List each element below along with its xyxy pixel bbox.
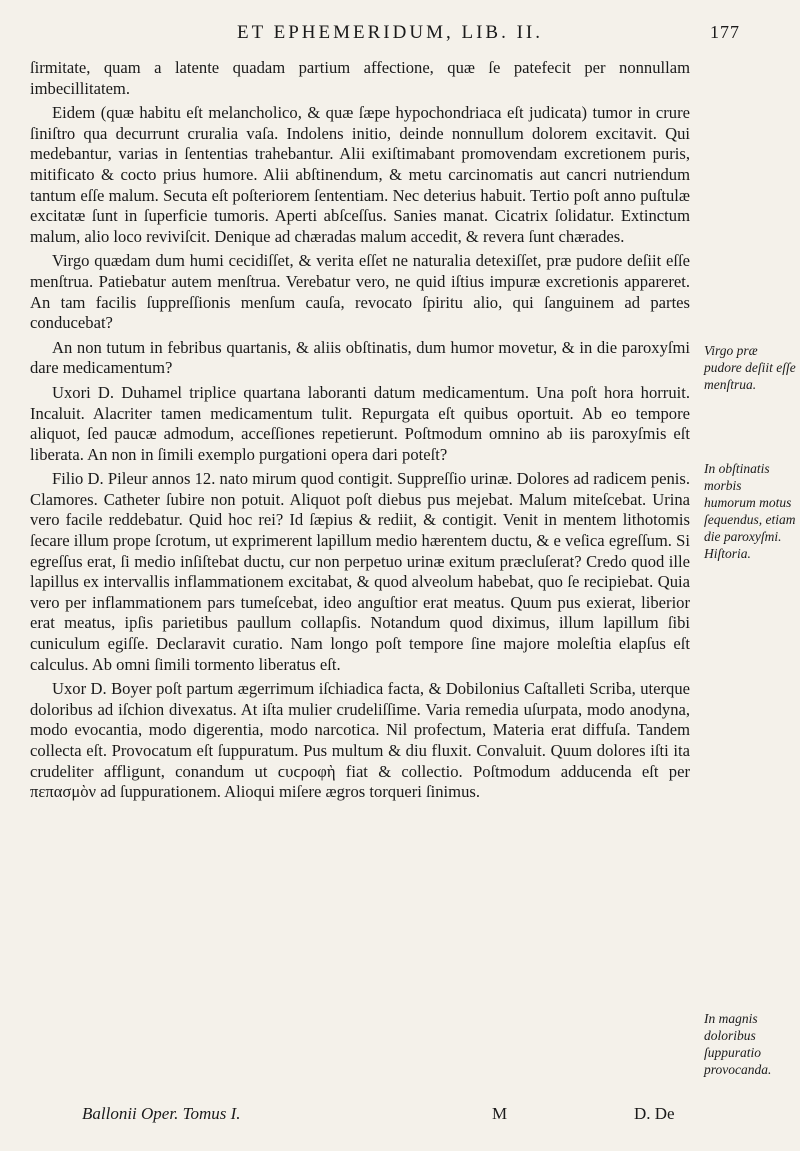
- catchword: D. De: [634, 1104, 675, 1123]
- paragraph: Uxori D. Duhamel triplice quartana laboranti datum medicamentum. Una poſt hora horruit. Incaluit. Alacriter tamen medicamentum tulit. Repurgata eſt quibus oportuit. Ab eo tempore aliquot, ſed paucæ admodum, acceſſiones repetierunt. Poſtmodum omnino ab iis paroxyſmis eſt liberata. An non in ſimili exemplo purgationi opera dari poteſt?: [30, 382, 690, 464]
- marginal-note: In magnis doloribus ſuppuratio provocanda.: [704, 1011, 772, 1077]
- paragraph: Filio D. Pileur annos 12. nato mirum quod contigit. Suppreſſio urinæ. Dolores ad radicem penis. Clamores. Catheter ſubire non potuit. Aliquot poſt diebus pus mejebat. Malum miteſcebat. Urina vero facile reddebatur. Quid hoc rei? Id ſæpius & rediit, & contigit. Venit in mentem lithotomis ſecare illum prope ſcrotum, ut exprimerent lapillum medio hærentem ductu, & e veſica egreſſum. Si egreſſus erat, ſi medio inſiſtebat ductu, cur non perpetuo urinæ exitum præcluſerat? Credo quod ille lapillus ex intervallis inflammationem excitabat, & quod alveolum habebat, quo ſe recipiebat. Quia vero per inflammationem pars tumeſcebat, ideo anguſtior erat meatus. Quum pus exierat, liberior erat meatus, ipſis parietibus paullum collapſis. Notandum quod diximus, illum lapillum ſibi cuniculum egiſſe. Declaravit curatio. Nam longo poſt tempore ſine majore moleſtia elapſus eſt calculus. Ab omni ſimili tormento liberatus eſt.: [30, 469, 690, 674]
- marginal-note: In obſtinatis morbis humorum motus ſequendus, etiam die paroxyſmi. Hiſtoria.: [704, 461, 796, 561]
- footer-title: Ballonii Oper. Tomus I.: [82, 1104, 241, 1123]
- signature-mark: M: [492, 1104, 508, 1123]
- header-title: ET EPHEMERIDUM, LIB. II.: [237, 22, 543, 43]
- paragraph: An non tutum in febribus quartanis, & aliis obſtinatis, dum humor movetur, & in die paroxyſmi dare medicamentum?: [30, 337, 690, 378]
- main-text: [30, 58, 690, 807]
- page-number: 177: [710, 22, 740, 42]
- paragraph: Virgo quædam dum humi cecidiſſet, & verita eſſet ne naturalia detexiſſet, præ pudore deſiit eſſe menſtrua. Patiebatur autem menſtrua. Verebatur vero, ne quid iſtius impuræ excretionis appareret. An tam facilis ſuppreſſionis menſum cauſa, revocato ſpiritu alio, qui ſanguinem ad partes conducebat?: [30, 251, 690, 333]
- running-header: [40, 22, 740, 44]
- paragraph: Uxor D. Boyer poſt partum ægerrimum iſchiadica facta, & Dobilonius Caſtalleti Scriba, uterque doloribus ad iſchion divexatus. At iſta mulier crudeliſſime. Varia remedia uſurpata, modo anodyna, modo evocantia, modo digerentia, modo narcotica. Nil profectum, Materia erat diffuſa. Tandem collecta eſt. Provocatum eſt ſuppuratum. Pus multum & diu fluxit. Convaluit. Quum dolores iſti ita crudeliter affligunt, conandum ut ϲυϲροφὴ fiat & collectio. Poſtmodum adducenda eſt per πεπασμὸν ad ſuppurationem. Alioqui miſere ægros torqueri ſinimus.: [30, 679, 690, 802]
- marginal-note: Virgo præ pudore deſiit eſſe menſtrua.: [704, 343, 796, 392]
- paragraph: Eidem (quæ habitu eſt melancholico, & quæ ſæpe hypochondriaca eſt judicata) tumor in crure ſiniſtro qua decurrunt cruralia vaſa. Indolens initio, deinde nonnullum dolorem excitavit. Qui medebantur, varias in ſententias trahebantur. Alii exiſtimabant promovendam excretionem puris, mitificato & cocto prius humore. Alii abſtinendum, & metu carcinomatis aut cancri nutriendum tantum eſſe malum. Secuta eſt poſteriorem ſententiam. Nec deterius habuit. Tertio poſt anno puſtulæ excitatæ ſunt in ſuperficie tumoris. Aperti abſceſſus. Sanies manat. Cicatrix ſolidatur. Extinctum malum, alio loco reviviſcit. Denique ad chæradas malum accedit, & revera ſunt chærades.: [30, 103, 690, 246]
- paragraph: ſirmitate, quam a latente quadam partium affectione, quæ ſe patefecit per nonnullam imbecillitatem.: [30, 58, 690, 98]
